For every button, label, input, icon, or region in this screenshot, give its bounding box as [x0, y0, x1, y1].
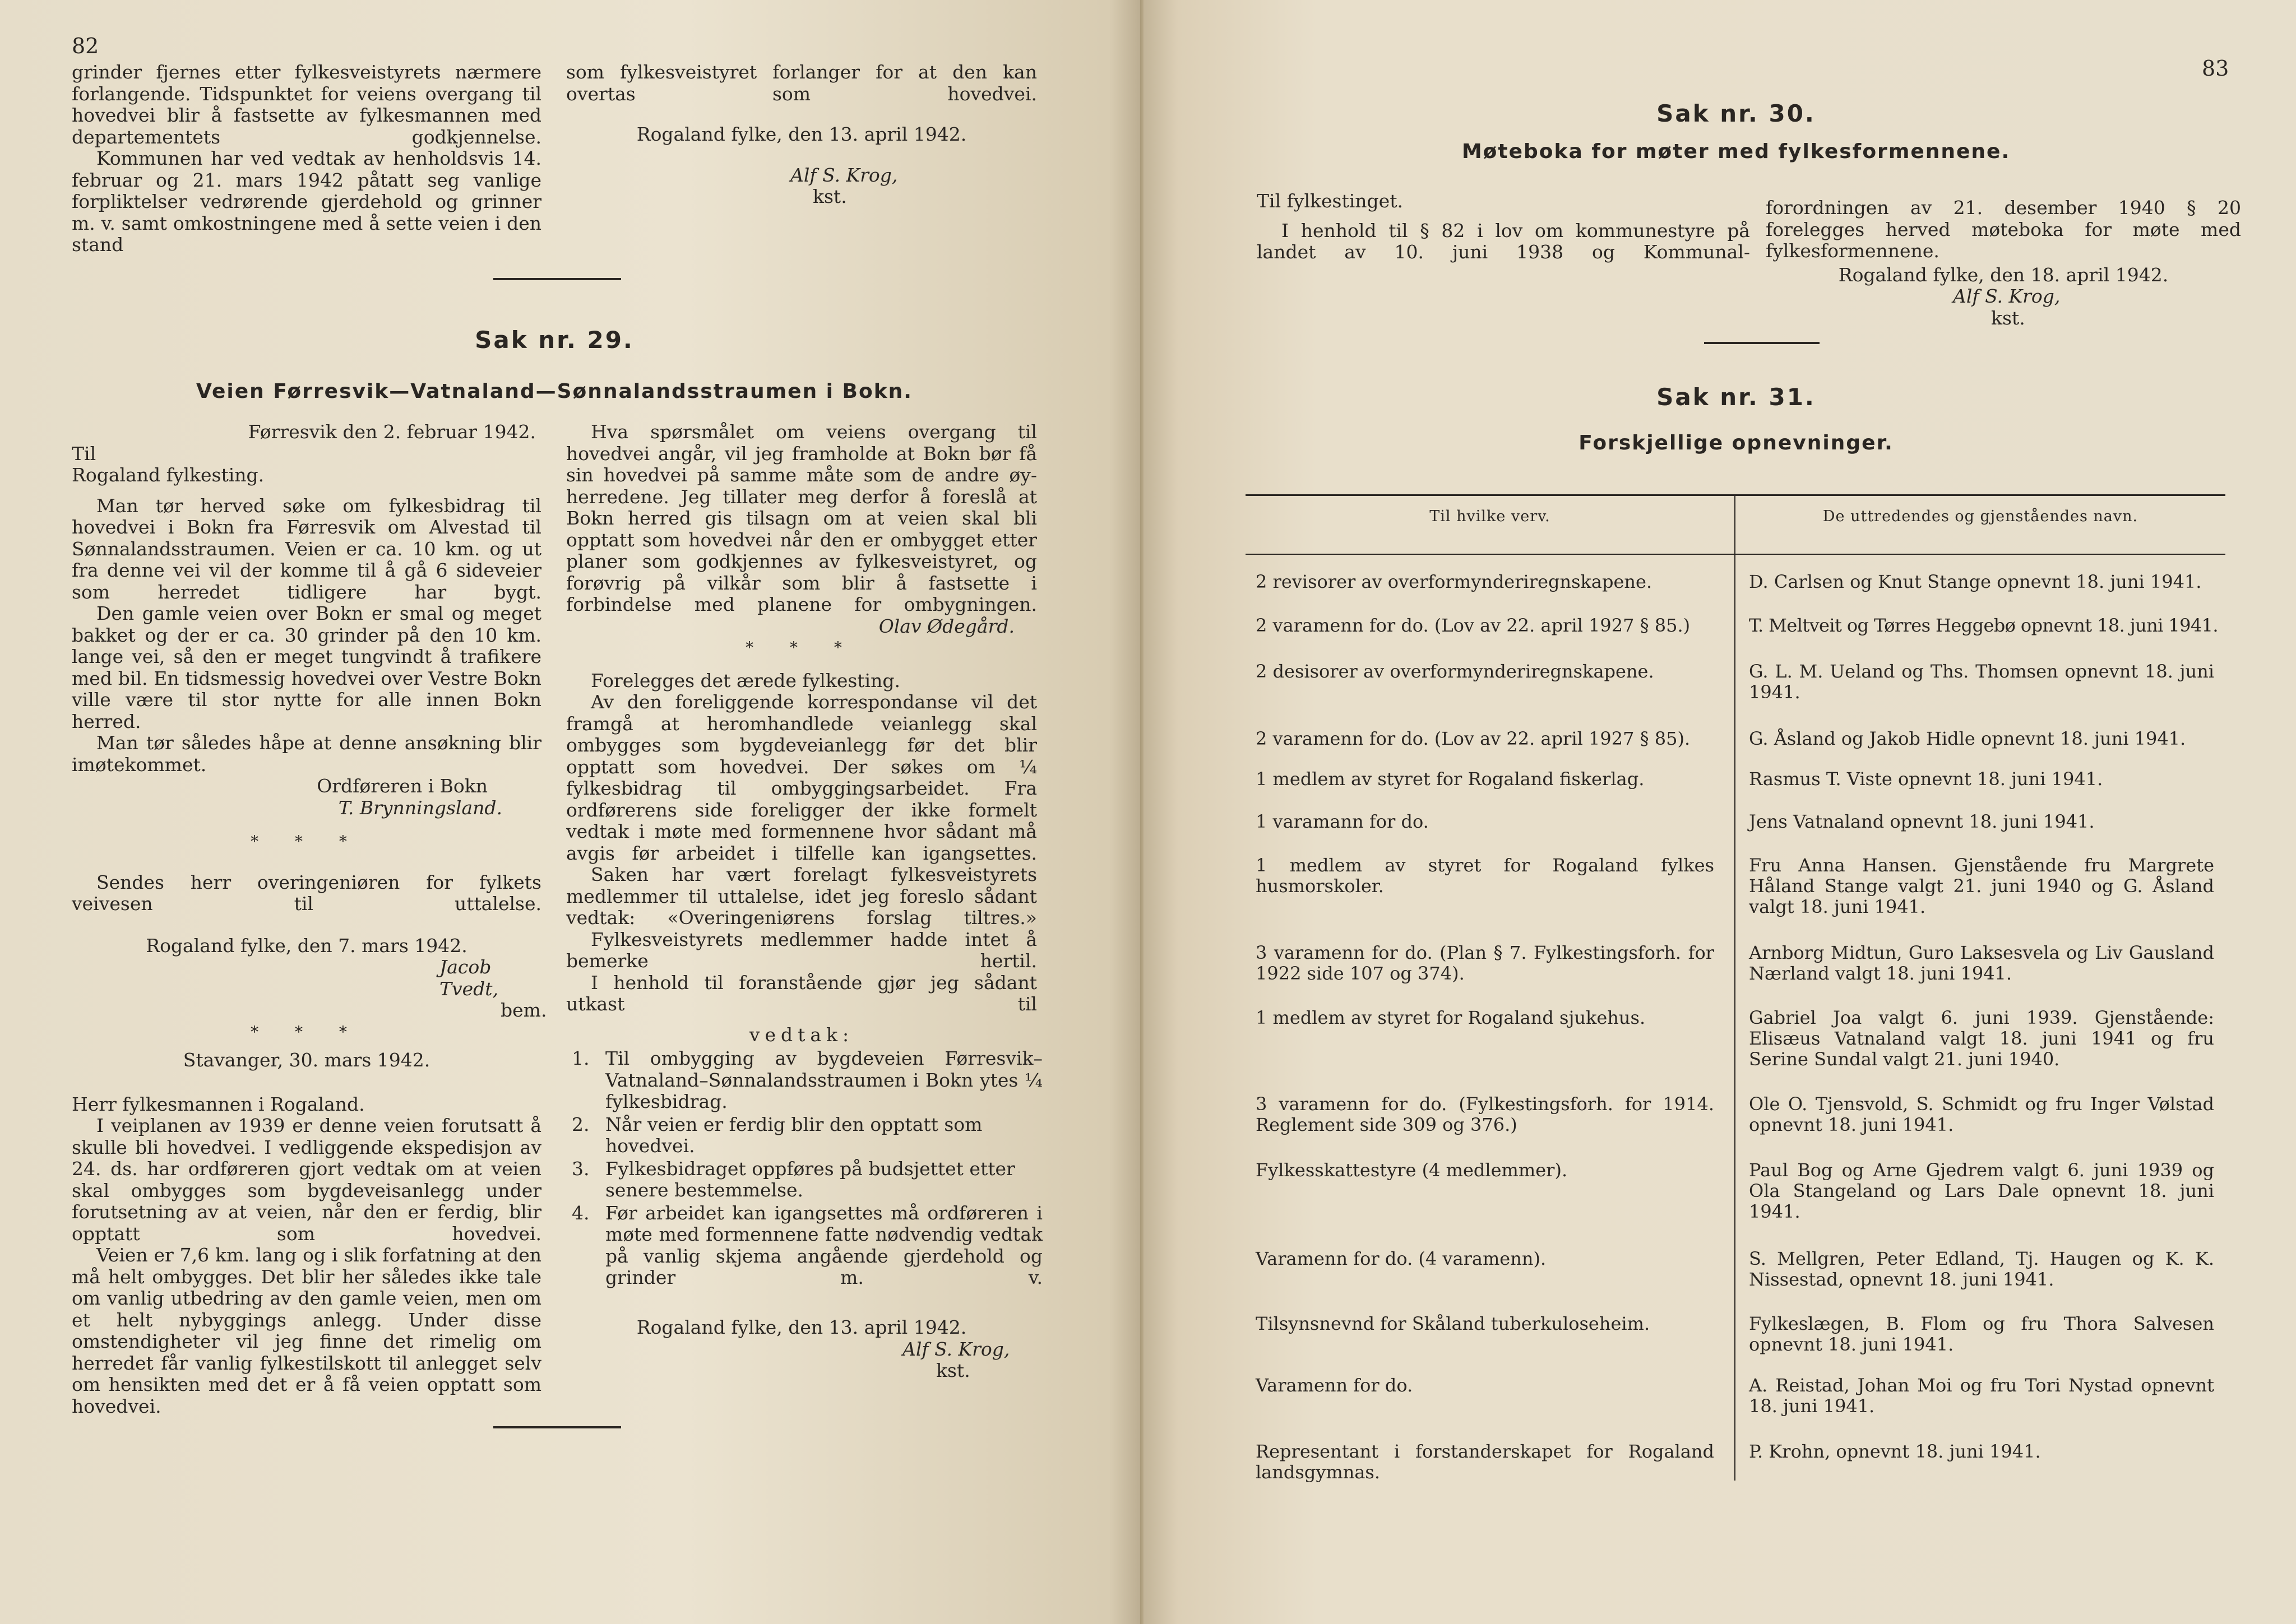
paragraph: Kommunen har ved vedtak av henholdsvis 14. februar og 21. mars 1942 påtatt seg vanlige forpliktelser vedrørende gjerdehold og grinner m. v. samt omkostningene med å sette veien i den stand	[72, 147, 541, 256]
paragraph: grinder fjernes etter fylkesveistyrets nærmere forlangende. Tidspunktet for veiens overgang til hovedvei blir å fastsette av fylkesmannen med departementets godkjennelse.	[72, 61, 541, 148]
table-cell: Fylkeslægen, B. Flom og fru Thora Salvesen opnevnt 18. juni 1941.	[1749, 1313, 2214, 1355]
paragraph: I henhold til § 82 i lov om kommunestyre på landet av 10. juni 1938 og Kommunal-	[1257, 219, 1750, 263]
table-cell: 3 varamenn for do. (Plan § 7. Fylkestingsforh. for 1922 side 107 og 374).	[1256, 942, 1714, 984]
resolution-heading: vedtak:	[749, 1023, 854, 1046]
right-column-main	[566, 421, 1037, 1046]
left-page	[0, 0, 1144, 1624]
table-cell: 1 medlem av styret for Rogaland fylkes husmorskoler.	[1256, 855, 1714, 897]
right-column-top	[566, 62, 1037, 208]
table-cell: 2 varamenn for do. (Lov av 22. april 1927 § 85).	[1256, 728, 1691, 749]
sak30-right-column	[1766, 197, 2241, 329]
paragraph: Av den foreliggende korrespondanse vil det framgå at heromhandlede veianlegg skal ombygges som bygdeveianlegg før det blir opptatt som hovedvei. Der søkes om ¼ fylkesbidrag til ombyggingsarbeidet. Fra ordførerens side foreligger der ikke formelt vedtak i møte med formennene hvor sådant må avgis før arbeidet i tilfelle kan igangsettes.	[566, 691, 1037, 864]
paragraph: forordningen av 21. desember 1940 § 20 forelegges herved møteboka for møte med fylkesformennene.	[1766, 197, 2241, 262]
paragraph: Hva spørsmålet om veiens overgang til hovedvei angår, vil jeg framholde at Bokn bør få sin hovedvei på samme måte som de andre øy-herredene. Jeg tillater meg derfor å foreslå at Bokn herred gis tilsagn om at veien skal bli opptatt som hovedvei når den er ombygget etter planer som godkjennes av fylkesveistyret, og forøvrig på vilkår som blir å fastsette i forbindelse med planene for ombygningen.	[566, 421, 1037, 615]
signature-name: Alf S. Krog,	[1953, 285, 2061, 307]
section-divider	[1704, 342, 1820, 344]
paragraph: I veiplanen av 1939 er denne veien forutsatt å skulle bli hovedvei. I vedliggende ekspedisjon av 24. ds. har ordføreren gjort vedtak om at veien skal ombygges som bygdeveisanlegg under forutsetning av at veien, når den er ferdig, blir opptatt som hovedvei.	[72, 1115, 541, 1245]
section-subtitle: Veien Førresvik—Vatnaland—Sønnalandsstraumen i Bokn.	[196, 380, 913, 403]
table-cell: Representant i forstanderskapet for Rogaland landsgymnas.	[1256, 1441, 1714, 1483]
paragraph: I henhold til foranstående gjør jeg sådant utkast til	[566, 971, 1037, 1015]
signature-name: T. Brynningsland.	[338, 796, 502, 819]
table-header: De uttredendes og gjenståendes navn.	[1822, 508, 2138, 525]
letter-to: Til fylkestinget.	[1257, 190, 1403, 212]
paragraph: Fylkesveistyrets medlemmer hadde intet å bemerke hertil.	[566, 928, 1037, 972]
table-column-divider	[1734, 494, 1735, 1481]
place-date: Rogaland fylke, den 7. mars 1942.	[146, 934, 467, 957]
section-title: Sak nr. 30.	[1656, 100, 1816, 127]
paragraph: Man tør herved søke om fylkesbidrag til hovedvei i Bokn fra Førresvik om Alvestad til Sønnalandsstraumen. Veien er ca. 10 km. og ut fra denne vei vil der komme til å gå 6 sideveier som herredet tidligere har bygt.	[72, 494, 541, 603]
section-divider	[493, 278, 621, 280]
page-number: 83	[2202, 56, 2229, 81]
section-subtitle: Møteboka for møter med fylkesformennene.	[1461, 140, 2011, 163]
paragraph: Veien er 7,6 km. lang og i slik forfatning at den må helt ombygges. Det blir her således ikke tale om vanlig utbedring av den gamle veien, men om et helt nybyggings anlegg. Under disse omstendigheter vil jeg finne det rimelig om herredet får vanlig fylkestilskott til anlegget selv om hensikten med det er å få veien opptatt som hovedvei.	[72, 1244, 541, 1417]
table-cell: Fylkesskattestyre (4 medlemmer).	[1256, 1159, 1568, 1181]
appointments-table	[1246, 494, 2225, 1525]
table-cell: 1 varamann for do.	[1256, 811, 1429, 832]
letter-to: Herr fylkesmannen i Rogaland.	[72, 1093, 365, 1115]
table-cell: Rasmus T. Viste opnevnt 18. juni 1941.	[1749, 768, 2103, 790]
place-date: Stavanger, 30. mars 1942.	[183, 1049, 430, 1071]
table-cell: Paul Bog og Arne Gjedrem valgt 6. juni 1939 og Ola Stangeland og Lars Dale opnevnt 18. juni 1941.	[1749, 1159, 2214, 1222]
section-subtitle: Forskjellige opnevninger.	[1578, 431, 1894, 454]
signature-title: Ordføreren i Bokn	[317, 775, 488, 797]
table-cell: D. Carlsen og Knut Stange opnevnt 18. juni 1941.	[1749, 571, 2202, 592]
list-item: 2. Når veien er ferdig blir den opptatt som hovedvei.	[572, 1113, 983, 1157]
left-column-top	[72, 62, 541, 256]
place-date: Rogaland fylke, den 18. april 1942.	[1838, 263, 2169, 286]
table-cell: Fru Anna Hansen. Gjenstående fru Margrete Håland Stange valgt 21. juni 1940 og G. Åsland valgt 18. juni 1941.	[1749, 855, 2214, 917]
list-item: 1. Til ombygging av bygdeveien Førresvik–Vatnaland–Sønnalandsstraumen i Bokn ytes ¼ fylkesbidrag.	[572, 1047, 1043, 1112]
table-cell: A. Reistad, Johan Moi og fru Tori Nystad opnevnt 18. juni 1941.	[1749, 1375, 2214, 1417]
separator-stars: * * *	[746, 638, 858, 657]
paragraph: Forelegges det ærede fylkesting.	[591, 669, 900, 692]
signature-title: bem.	[501, 999, 547, 1021]
resolution-list	[572, 1048, 1043, 1290]
paragraph: som fylkesveistyret forlanger for at den kan overtas som hovedvei.	[566, 61, 1037, 105]
table-cell: S. Mellgren, Peter Edland, Tj. Haugen og K. K. Nissestad, opnevnt 18. juni 1941.	[1749, 1248, 2214, 1290]
signature-name: Alf S. Krog,	[790, 164, 898, 186]
table-cell: 2 revisorer av overformynderiregnskapene.	[1256, 571, 1652, 592]
sak30-left-column	[1257, 191, 1750, 263]
signature-title: kst.	[1991, 307, 2025, 329]
paragraph: Sendes herr overingeniøren for fylkets veivesen til uttalelse.	[72, 871, 541, 915]
letter-to: Til	[72, 442, 96, 465]
list-item: 4. Før arbeidet kan igangsettes må ordføreren i møte med formennene fatte nødvendig vedtak på vanlig skjema angående gjerdehold og grinder m. v.	[572, 1201, 1043, 1288]
page-number: 82	[72, 34, 99, 58]
section-divider	[493, 1426, 621, 1428]
separator-stars: * * *	[251, 1022, 363, 1041]
table-cell: Gabriel Joa valgt 6. juni 1939. Gjenstående: Elisæus Vatnaland valgt 18. juni 1941 og fru Serine Sundal valgt 21. juni 1940.	[1749, 1007, 2214, 1070]
table-header: Til hvilke verv.	[1429, 508, 1550, 525]
separator-stars: * * *	[251, 832, 363, 851]
table-cell: G. Åsland og Jakob Hidle opnevnt 18. juni 1941.	[1749, 728, 2186, 749]
place-date: Rogaland fylke, den 13. april 1942.	[636, 123, 967, 145]
table-cell: P. Krohn, opnevnt 18. juni 1941.	[1749, 1441, 2041, 1462]
signature-name: Jacob Tvedt,	[439, 956, 499, 1000]
table-cell: Varamenn for do. (4 varamenn).	[1256, 1248, 1547, 1269]
signature-title: kst.	[813, 185, 847, 207]
table-cell: Jens Vatnaland opnevnt 18. juni 1941.	[1749, 811, 2095, 832]
table-cell: Ole O. Tjensvold, S. Schmidt og fru Inger Vølstad opnevnt 18. juni 1941.	[1749, 1093, 2214, 1135]
left-column-main	[72, 421, 547, 1417]
signature-name: Olav Ødegård.	[878, 615, 1015, 637]
table-cell: 1 medlem av styret for Rogaland sjukehus.	[1256, 1007, 1646, 1028]
table-cell: G. L. M. Ueland og Ths. Thomsen opnevnt 18. juni 1941.	[1749, 661, 2214, 703]
signature-title: kst.	[936, 1359, 970, 1381]
table-cell: 2 varamenn for do. (Lov av 22. april 1927 § 85.)	[1256, 615, 1691, 636]
paragraph: Saken har vært forelagt fylkesveistyrets medlemmer til uttalelse, idet jeg foreslo sådant vedtak: «Overingeniørens forslag tiltres.»	[566, 864, 1037, 929]
section-title: Sak nr. 29.	[475, 326, 634, 354]
table-cell: 3 varamenn for do. (Fylkestingsforh. for 1914. Reglement side 309 og 376.)	[1256, 1093, 1714, 1135]
table-cell: Varamenn for do.	[1256, 1375, 1413, 1396]
list-item: 3. Fylkesbidraget oppføres på budsjettet etter senere bestemmelse.	[572, 1157, 1015, 1201]
signature-name: Alf S. Krog,	[902, 1338, 1010, 1360]
letter-date: Førresvik den 2. februar 1942.	[248, 421, 536, 443]
place-date: Rogaland fylke, den 13. april 1942.	[636, 1316, 967, 1338]
right-column-closing	[566, 1317, 1037, 1382]
paragraph: Man tør således håpe at denne ansøkning blir imøtekommet.	[72, 732, 541, 776]
paragraph: Den gamle veien over Bokn er smal og meget bakket og der er ca. 30 grinder på den 10 km. lange vei, så den er meget tungvindt å trafikere med bil. En tidsmessig hovedvei over Vestre Bokn ville være til stor nytte for alle innen Bokn herred.	[72, 602, 541, 732]
table-rule	[1246, 494, 2225, 496]
table-cell: Arnborg Midtun, Guro Laksesvela og Liv Gausland Nærland valgt 18. juni 1941.	[1749, 942, 2214, 984]
letter-to: Rogaland fylkesting.	[72, 464, 265, 486]
table-cell: T. Meltveit og Tørres Heggebø opnevnt 18. juni 1941.	[1749, 615, 2218, 636]
table-cell: Tilsynsnevnd for Skåland tuberkuloseheim.	[1256, 1313, 1650, 1334]
table-rule	[1246, 554, 2225, 555]
section-title: Sak nr. 31.	[1656, 383, 1816, 411]
table-cell: 2 desisorer av overformynderiregnskapene.	[1256, 661, 1654, 682]
table-cell: 1 medlem av styret for Rogaland fiskerlag.	[1256, 768, 1645, 790]
